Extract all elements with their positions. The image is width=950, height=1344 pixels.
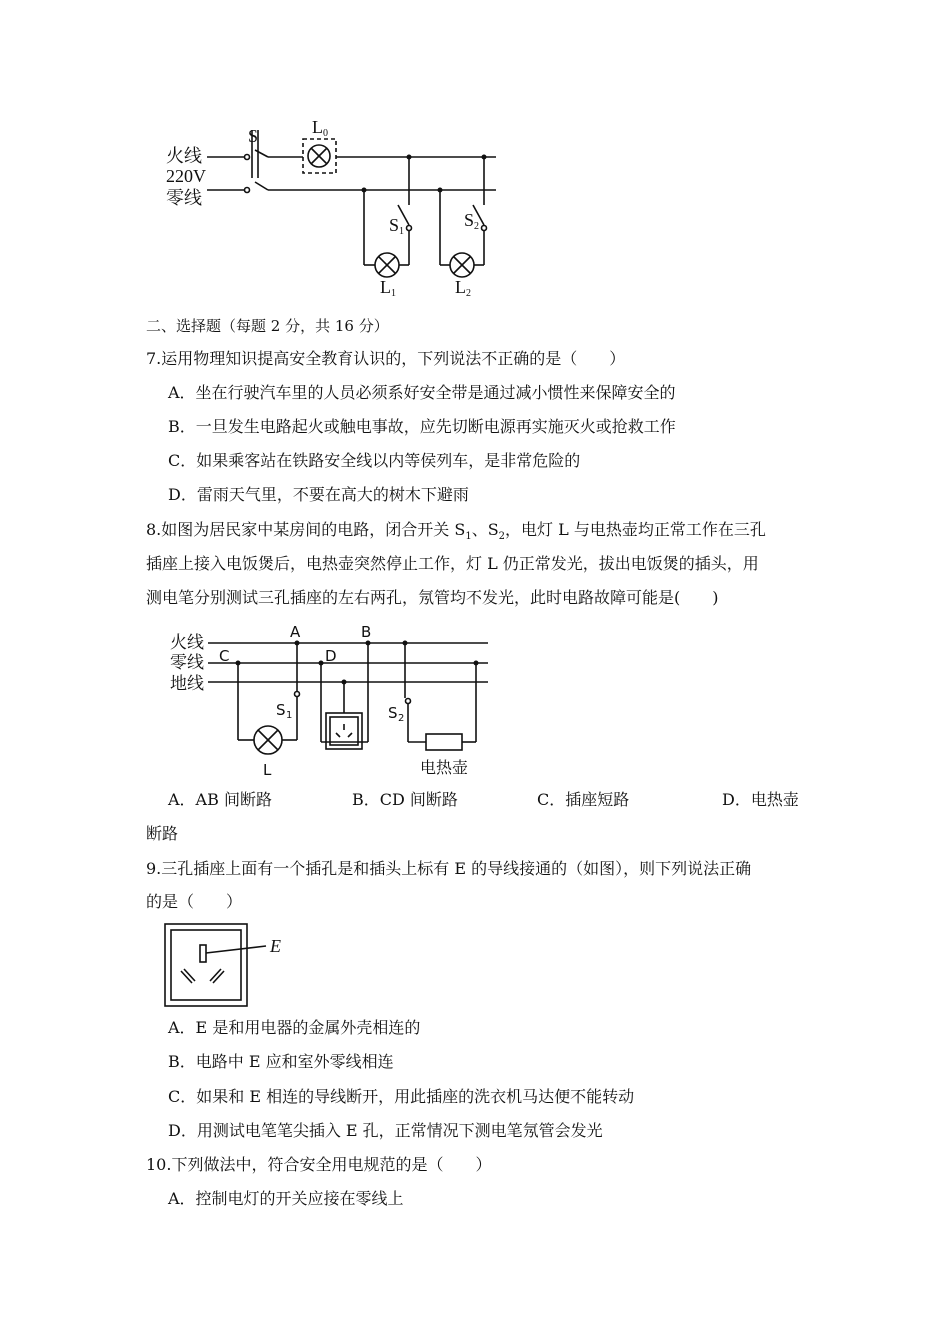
q8-option-c: C．插座短路 xyxy=(537,790,630,809)
q8-stem-line1: 8.如图为居民家中某房间的电路，闭合开关 $S_1$、$S_2$，电灯 L 与电热壶均正常工作在三孔 xyxy=(146,520,766,543)
q7-stem: 7.运用物理知识提高安全教育认识的，下列说法不正确的是（ ） xyxy=(146,349,626,368)
switch-s2-label: S xyxy=(464,210,475,230)
household-circuit-figure xyxy=(0,0,950,310)
fire-wire-label: 火线 xyxy=(166,146,202,167)
voltage-label: 220V xyxy=(166,166,206,186)
point-b-label: B xyxy=(361,623,372,641)
q9-option-b: B．电路中 E 应和室外零线相连 xyxy=(168,1052,394,1071)
switch-s-label: S xyxy=(248,126,259,146)
q9-option-d: D．用测试电笔笔尖插入 E 孔，正常情况下测电笔氖管会发光 xyxy=(168,1121,603,1140)
q8-stem-line2: 插座上接入电饭煲后，电热壶突然停止工作，灯 L 仍正常发光，拔出电饭煲的插头，用 xyxy=(146,554,759,573)
neutral-wire-label: 零线 xyxy=(170,653,204,673)
q8-circuit-figure xyxy=(0,615,950,785)
q10-option-a: A．控制电灯的开关应接在零线上 xyxy=(168,1189,404,1208)
q8-option-b: B．CD 间断路 xyxy=(352,790,458,809)
q9-stem-line1: 9.三孔插座上面有一个插孔是和插头上标有 E 的导线接通的（如图），则下列说法正确 xyxy=(146,859,752,878)
switch-s1-sub: 1 xyxy=(286,710,293,721)
q8-option-d-continued: 断路 xyxy=(146,824,179,843)
switch-s1-sub: 1 xyxy=(399,226,404,237)
q9-option-c: C．如果和 E 相连的导线断开，用此插座的洗衣机马达便不能转动 xyxy=(168,1087,635,1106)
q7-option-b: B．一旦发生电路起火或触电事故，应先切断电源再实施灭火或抢救工作 xyxy=(168,417,676,436)
q9-stem-line2: 的是（ ） xyxy=(146,892,243,911)
neutral-wire-label: 零线 xyxy=(166,188,202,209)
point-d-label: D xyxy=(325,647,337,665)
socket-figure xyxy=(0,922,950,1012)
q9-option-a: A．E 是和用电器的金属外壳相连的 xyxy=(168,1018,421,1037)
switch-s1-label: S xyxy=(389,215,400,235)
switch-s2-sub: 2 xyxy=(474,221,479,232)
q7-option-d: D．雷雨天气里，不要在高大的树木下避雨 xyxy=(168,485,469,504)
q8-option-a: A．AB 间断路 xyxy=(168,790,272,809)
q8-stem-line3: 测电笔分别测试三孔插座的左右两孔，氖管均不发光，此时电路故障可能是( ) xyxy=(146,588,719,607)
q7-option-c: C．如果乘客站在铁路安全线以内等侯列车，是非常危险的 xyxy=(168,451,581,470)
q8-option-d: D．电热壶 xyxy=(722,790,799,809)
lamp-l2-sub: 2 xyxy=(466,288,471,299)
lamp-l1-label: L xyxy=(380,277,391,297)
fire-wire-label: 火线 xyxy=(170,633,204,653)
point-c-label: C xyxy=(219,647,230,665)
e-terminal-label: E xyxy=(270,936,281,956)
lamp-label: L xyxy=(263,761,272,779)
lamp-l1-sub: 1 xyxy=(391,288,396,299)
lamp-l2-label: L xyxy=(455,277,466,297)
section-heading: 二、选择题（每题 2 分，共 16 分） xyxy=(146,317,389,335)
switch-s1-label: S xyxy=(276,701,286,719)
lamp-l0-sub: 0 xyxy=(323,128,328,139)
lamp-l0-label: L xyxy=(312,117,323,137)
ground-wire-label: 地线 xyxy=(170,674,204,694)
q10-stem: 10.下列做法中，符合安全用电规范的是（ ） xyxy=(146,1155,492,1174)
kettle-label: 电热壶 xyxy=(420,758,469,777)
switch-s2-label: S xyxy=(388,704,398,722)
q7-option-a: A．坐在行驶汽车里的人员必须系好安全带是通过减小惯性来保障安全的 xyxy=(168,383,676,402)
switch-s2-sub: 2 xyxy=(398,713,405,724)
point-a-label: A xyxy=(290,623,301,641)
